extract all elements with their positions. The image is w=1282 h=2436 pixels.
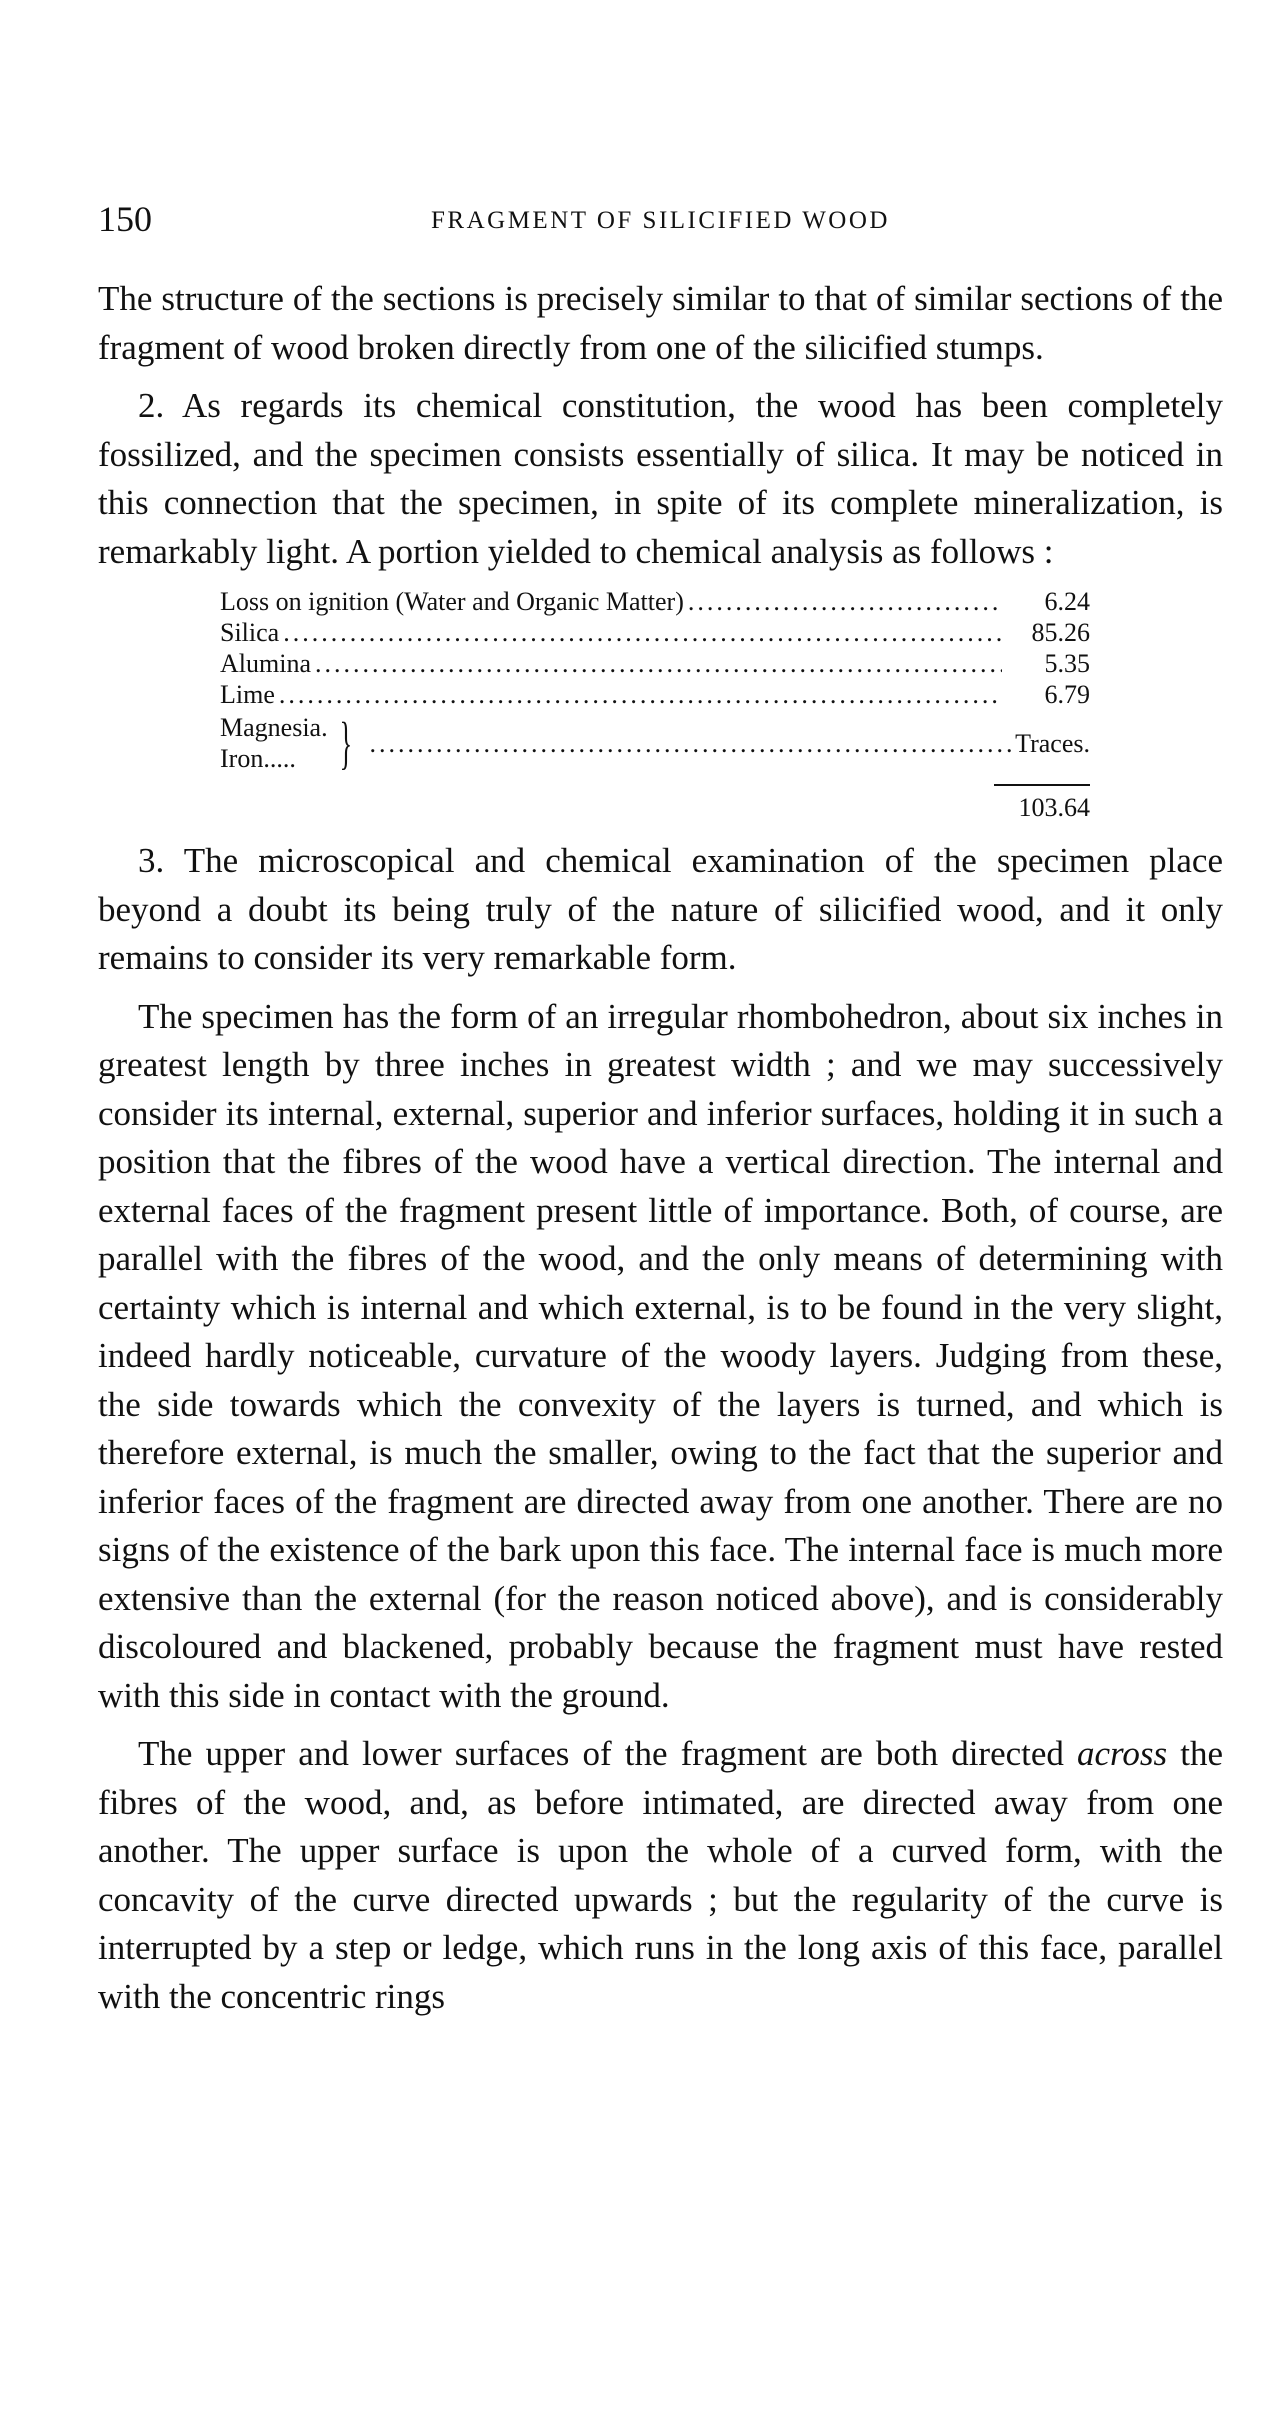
page-header [98, 195, 1223, 251]
text-run: The upper and lower surfaces of the fragment are both directed [138, 1734, 1078, 1773]
analysis-row-lime [220, 679, 1090, 710]
analysis-value: 6.24 [1044, 587, 1090, 616]
analysis-label-iron: Iron..... [220, 744, 296, 773]
paragraph-form: The specimen has the form of an irregular rhombohedron, about six inches in greatest length by three inches in greatest width ; and we may successively consider its internal, external, superior and inferior surfaces, holding it in such a position that the fibres of the wood have a vertical direction. The internal and external faces of the fragment present little of importance. Both, of course, are parallel with the fibres of the wood, and the only means of determining with certainty which is internal and which external, is to be found in the very slight, indeed hardly noticeable, curvature of the woody layers. Judging from these, the side towards which the convexity of the layers is turned, and which is therefore external, is much the smaller, owing to the fact that the superior and inferior faces of the fragment are directed away from one another. There are no signs of the existence of the bark upon this face. The internal face is much more extensive than the external (for the reason noticed above), and is considerably discoloured and blackened, probably because the fragment must have rested with this side in contact with the ground. [98, 996, 1223, 1715]
paragraph-examination: 3. The microscopical and chemical examination of the specimen place beyond a doubt its being truly of the nature of silicified wood, and it only remains to consider its very remarkable form. [98, 841, 1223, 977]
emphasis-across: across [1077, 1734, 1168, 1773]
analysis-label: Lime [220, 680, 275, 709]
analysis-total: 103.64 [1018, 793, 1090, 822]
analysis-label: Loss on ignition (Water and Organic Matter) [220, 587, 684, 616]
analysis-row-silica [220, 617, 1090, 648]
analysis-label-magnesia: Magnesia. [220, 713, 328, 742]
analysis-row-loss-on-ignition [220, 586, 1090, 617]
dot-leader [283, 617, 1002, 648]
dot-leader [688, 586, 1002, 617]
page-number: 150 [98, 199, 152, 239]
text-run: the fibres of the wood, and, as before intimated, are directed away from one another. The upper surface is upon the whole of a curved form, with the concavity of the curve directed upwards ; but the regularity of the curve is interrupted by a step or ledge, which runs in the long axis of this face, parallel with the concentric rings [98, 1734, 1223, 2016]
paragraph-chemical-constitution: 2. As regards its chemical constitution, the wood has been completely fossilized, and the specimen consists essentially of silica. It may be noticed in this connection that the specimen, in spite of its complete mineralization, is remarkably light. A portion yielded to chemical analysis as follows : [98, 386, 1223, 571]
chemical-analysis-table [220, 586, 1090, 823]
analysis-label: Silica [220, 618, 280, 647]
analysis-value: 5.35 [1044, 649, 1090, 678]
dot-leader [369, 728, 1011, 759]
analysis-value: 85.26 [1031, 618, 1090, 647]
analysis-value-traces: Traces. [1015, 728, 1090, 758]
analysis-value: 6.79 [1044, 680, 1090, 709]
running-head: FRAGMENT OF SILICIFIED WOOD [431, 207, 890, 234]
brace-icon: } [339, 710, 352, 775]
dot-leader [279, 679, 1002, 710]
paragraph-surfaces [98, 1730, 1223, 2021]
dot-leader [315, 648, 1002, 679]
paragraph-structure: The structure of the sections is precisely similar to that of similar sections of the fragment of wood broken directly from one of the silicified stumps. [98, 279, 1223, 367]
page [98, 195, 1223, 2031]
analysis-group-labels [220, 712, 328, 774]
analysis-label: Alumina [220, 649, 311, 678]
analysis-row-magnesia-iron [220, 712, 1090, 774]
analysis-row-alumina [220, 648, 1090, 679]
